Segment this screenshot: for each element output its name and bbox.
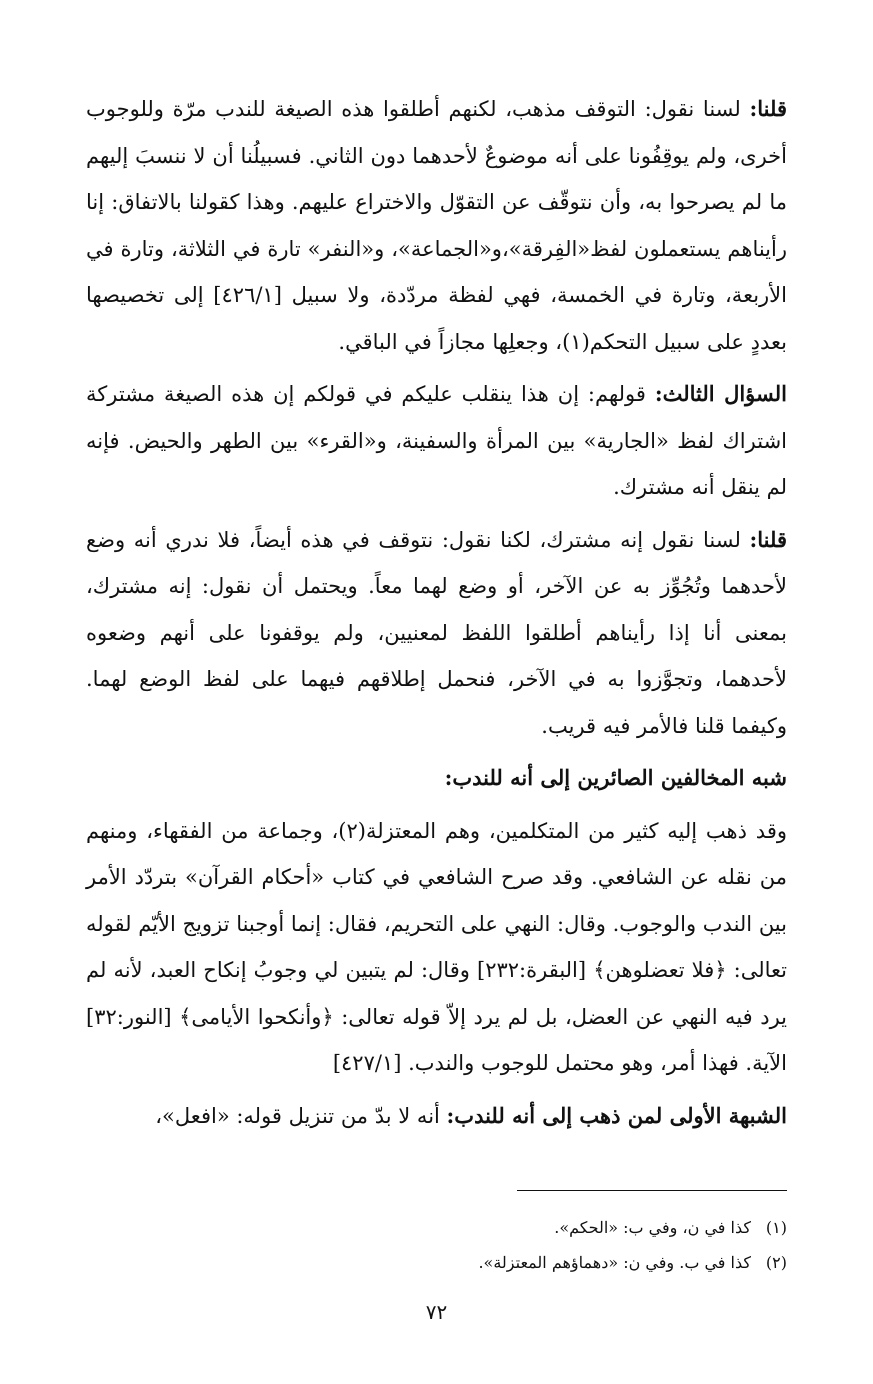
page-number: ٧٢	[425, 1300, 448, 1324]
footnote-text: كذا في ب. وفي ن: «دهماؤهم المعتزلة».	[478, 1253, 751, 1272]
paragraph-question-3	[86, 371, 787, 511]
paragraph-first-doubt	[86, 1093, 787, 1140]
paragraph-answer-2	[86, 517, 787, 750]
lead-answer-1: قلنا:	[749, 96, 787, 121]
text-answer-2: لسنا نقول إنه مشترك، لكنا نقول: نتوقف في هذه أيضاً، فلا ندري أنه وضع لأحدهما وتُجُوِّز به عن الآخر، أو وضع لهما معاً. ويحتمل أن نقول: إنه مشترك، بمعنى أنا إذا رأيناهم أطلقوا اللفظ لمعنيين، ولم يوقفونا على أنهم وضعوه لأحدهما، وتجوَّزوا به في الآخر، فنحمل إطلاقهم فيهما على لفظ الوضع لهما. وكيفما قلنا فالأمر فيه قريب.	[86, 527, 787, 738]
footnote-2	[86, 1245, 787, 1280]
text-first-doubt: أنه لا بدّ من تنزيل قوله: «افعل»،	[155, 1103, 447, 1128]
lead-question-3: السؤال الثالث:	[654, 381, 787, 406]
section-heading: شبه المخالفين الصائرين إلى أنه للندب:	[444, 765, 787, 790]
footnote-number: (٢)	[765, 1253, 787, 1272]
text-question-3: قولهم: إن هذا ينقلب عليكم في قولكم إن هذه الصيغة مشتركة اشتراك لفظ «الجارية» بين المرأة والسفينة، و«القرء» بين الطهر والحيض. فإنه لم ينقل أنه مشترك.	[86, 382, 787, 499]
paragraph-answer-1	[86, 86, 787, 365]
footnote-divider	[517, 1190, 787, 1191]
lead-answer-2: قلنا:	[749, 526, 787, 552]
text-answer-1: لسنا نقول: التوقف مذهب، لكنهم أطلقوا هذه الصيغة للندب مرّة وللوجوب أخرى، ولم يوقِفُونا على أنه موضوعٌ لأحدهما دون الثاني. فسبيلُنا أن لا ننسبَ إليهم ما لم يصرحوا به، وأن نتوقّف عن التقوّل والاختراع عليهم. وهذا كقولنا بالاتفاق: إنا رأيناهم يستعملون لفظ«الفِرقة»،و«الجماعة»، و«النفر» تارة في الثلاثة، وتارة في الأربعة، وتارة في الخمسة، فهي لفظة مردّدة، ولا سبيل [٤٢٦/١] إلى تخصيصها بعددٍ على سبيل التحكم(١)، وجعلِها مجازاً في الباقي.	[86, 97, 787, 354]
lead-first-doubt: الشبهة الأولى لمن ذهب إلى أنه للندب:	[446, 1102, 787, 1128]
footnote-text: كذا في ن، وفي ب: «الحكم».	[554, 1218, 751, 1237]
footnote-1	[86, 1210, 787, 1245]
paragraph-opponents: وقد ذهب إليه كثير من المتكلمين، وهم المعتزلة(٢)، وجماعة من الفقهاء، ومنهم من نقله عن الشافعي. وقد صرح الشافعي في كتاب «أحكام القرآن» بتردّد الأمر بين الندب والوجوب. وقال: النهي على التحريم، فقال: إنما أوجبنا تزويج الأيّم لقوله تعالى: ﴿فلا تعضلوهن﴾ [البقرة:٢٣٢] وقال: لم يتبين لي وجوبُ إنكاح العبد، لأنه لم يرد فيه النهي عن العضل، بل لم يرد إلاّ قوله تعالى: ﴿وأنكحوا الأيامى﴾ [النور:٣٢] الآية. فهذا أمر، وهو محتمل للوجوب والندب. [٤٢٧/١]	[86, 818, 788, 1075]
footnotes	[86, 1210, 787, 1280]
footnote-number: (١)	[765, 1218, 787, 1237]
